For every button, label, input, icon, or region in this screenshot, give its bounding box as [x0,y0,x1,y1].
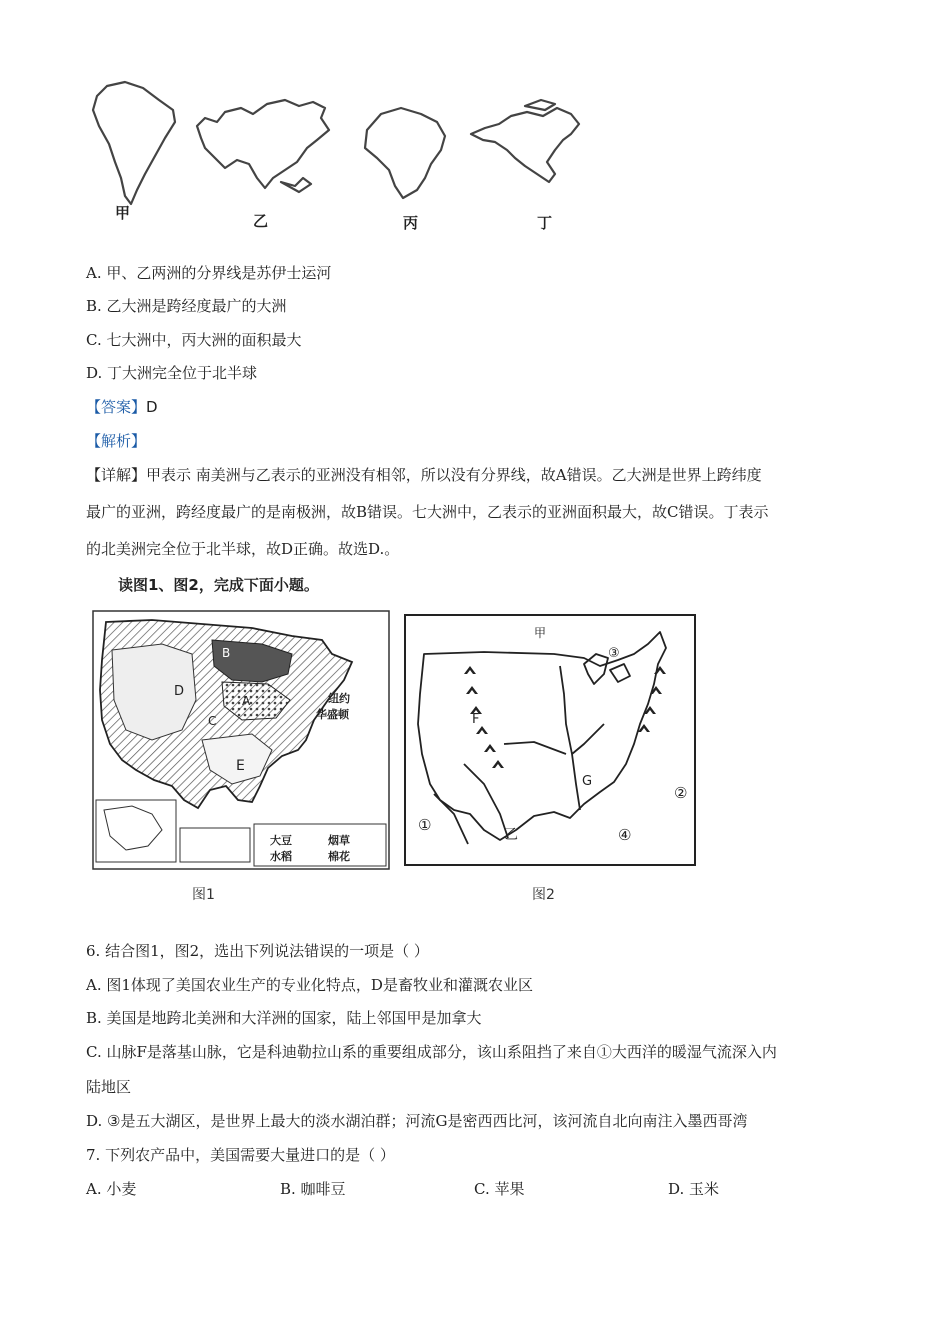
fig2-label-2: ② [674,784,688,802]
label-bing: 丙 [403,214,419,232]
analysis-label: 【解析】 [86,432,147,450]
answer-line [86,397,158,417]
q7-option-d: D. 玉米 [668,1180,720,1198]
q7-option-b: B. 咖啡豆 [280,1180,346,1198]
north-america-outline [471,100,579,182]
south-america-outline [93,82,175,204]
answer-label: 【答案】 [86,398,147,416]
africa-outline [365,108,445,198]
q6-option-c-line1: C. 山脉F是落基山脉，它是科迪勒拉山系的重要组成部分，该山系阻挡了来自①大西洋的暖湿气流深入内 [86,1043,777,1061]
label-jia: 甲 [115,204,131,222]
q6-option-d: D. ③是五大湖区，是世界上最大的淡水湖泊群；河流G是密西西比河，该河流自北向南注入墨西哥湾 [86,1112,748,1130]
fig1-legend-rice: 水稻 [270,850,292,863]
fig2-label-4: ④ [618,826,632,844]
q5-option-d: D. 丁大洲完全位于北半球 [86,364,258,382]
asia-outline [197,100,329,192]
figure-2-caption: 图2 [532,887,555,903]
fig1-label-b: B [222,646,231,660]
fig2-label-yi: 乙 [504,827,518,843]
fig1-legend-cotton: 棉花 [328,850,350,863]
detail-text-1: 甲表示 南美洲与乙表示的亚洲没有相邻，所以没有分界线，故A错误。乙大洲是世界上跨纬度 [146,466,762,484]
detail-line-2: 最广的亚洲，跨经度最广的是南极洲，故B错误。七大洲中，乙表示的亚洲面积最大，故C错误。丁表示 [86,503,769,521]
q7-stem: 7. 下列农产品中，美国需要大量进口的是（ ） [86,1146,395,1164]
figure-2 [404,614,696,866]
figure-1-caption: 图1 [192,887,215,903]
fig2-label-1: ① [418,816,432,834]
q6-option-a: A. 图1体现了美国农业生产的专业化特点，D是畜牧业和灌溉农业区 [86,976,533,994]
figure-1-map [92,610,390,870]
section-intro: 读图1、图2，完成下面小题。 [118,576,319,594]
q6-option-c-line2: 陆地区 [86,1078,132,1096]
fig1-city-washington: 华盛顿 [316,708,349,721]
figure-2-map [404,614,696,866]
fig2-label-jia: 甲 [534,626,547,640]
continents-figure [85,78,595,238]
q6-option-b: B. 美国是地跨北美洲和大洋洲的国家，陆上邻国甲是加拿大 [86,1009,482,1027]
continent-outlines [85,78,595,238]
label-ding: 丁 [537,214,553,232]
fig2-label-g: G [582,774,593,789]
fig1-label-d: D [174,684,185,699]
fig1-legend-soybean: 大豆 [270,834,292,847]
q7-option-c: C. 苹果 [474,1180,525,1198]
q6-stem: 6. 结合图1，图2，选出下列说法错误的一项是（ ） [86,942,429,960]
answer-value: D [146,398,158,416]
fig1-label-e: E [236,758,245,774]
detail-line-1 [86,465,762,485]
q7-option-a: A. 小麦 [86,1180,137,1198]
fig2-label-f: F [472,712,480,727]
figure-1 [92,610,390,870]
fig1-city-newyork: 纽约 [328,692,350,705]
detail-line-3: 的北美洲完全位于北半球，故D正确。故选D.。 [86,540,400,558]
q5-option-a: A. 甲、乙两洲的分界线是苏伊士运河 [86,264,332,282]
label-yi: 乙 [253,212,269,230]
fig2-label-3: ③ [608,646,620,661]
q5-option-c: C. 七大洲中，丙大洲的面积最大 [86,331,302,349]
q5-option-b: B. 乙大洲是跨经度最广的大洲 [86,297,287,315]
fig1-label-c: C [208,714,217,728]
detail-label: 【详解】 [86,466,147,484]
fig1-legend-tobacco: 烟草 [328,834,350,847]
fig1-label-a: A [242,694,251,708]
